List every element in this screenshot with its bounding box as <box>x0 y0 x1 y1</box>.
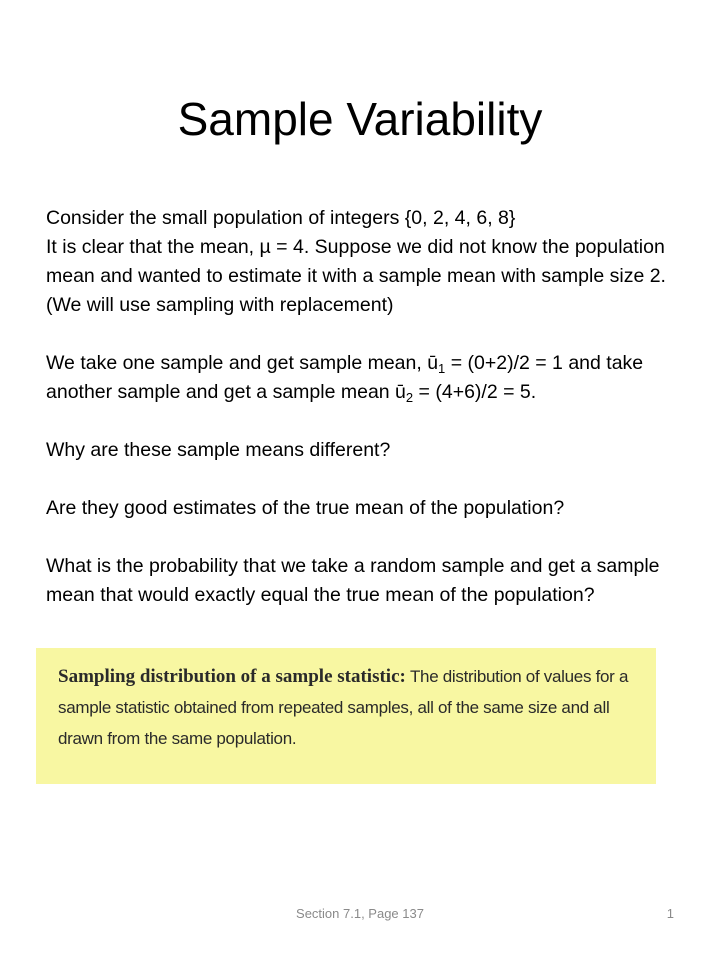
question-probability: What is the probability that we take a random sample and get a sample mean that would exactly equal the true mean of the population? <box>46 555 660 606</box>
sample-text-a: We take one sample and get sample mean, ū <box>46 352 439 374</box>
definition-box <box>36 648 656 784</box>
population-line: Consider the small population of integers {0, 2, 4, 6, 8} <box>46 207 516 229</box>
paragraph-samples <box>46 349 706 407</box>
definition-text <box>58 661 648 754</box>
question-good-estimates: Are they good estimates of the true mean of the population? <box>46 497 565 519</box>
footer-section: Section 7.1, Page 137 <box>296 906 424 921</box>
mean-estimate-text: It is clear that the mean, µ = 4. Suppose we did not know the population mean and wanted to estimate it with a sample mean with sample size 2. (We will use sampling with replacement) <box>46 236 666 316</box>
definition-body: The distribution of values for a sample statistic obtained from repeated samples, all of the same size and all drawn from the same population. <box>58 667 629 748</box>
page-number: 1 <box>666 906 674 921</box>
slide-title: Sample Variability <box>177 93 543 145</box>
subscript-2: 2 <box>405 390 414 405</box>
question-different: Why are these sample means different? <box>46 439 391 461</box>
subscript-1: 1 <box>438 361 446 376</box>
paragraph-population <box>46 204 706 320</box>
sample-text-b: = (0+2)/2 = 1 and take another sample and get a sample mean ū <box>46 352 644 403</box>
definition-term: Sampling distribution of a sample statistic: <box>58 666 406 687</box>
sample-text-c: = (4+6)/2 = 5. <box>413 381 537 403</box>
slide-body <box>46 204 706 610</box>
